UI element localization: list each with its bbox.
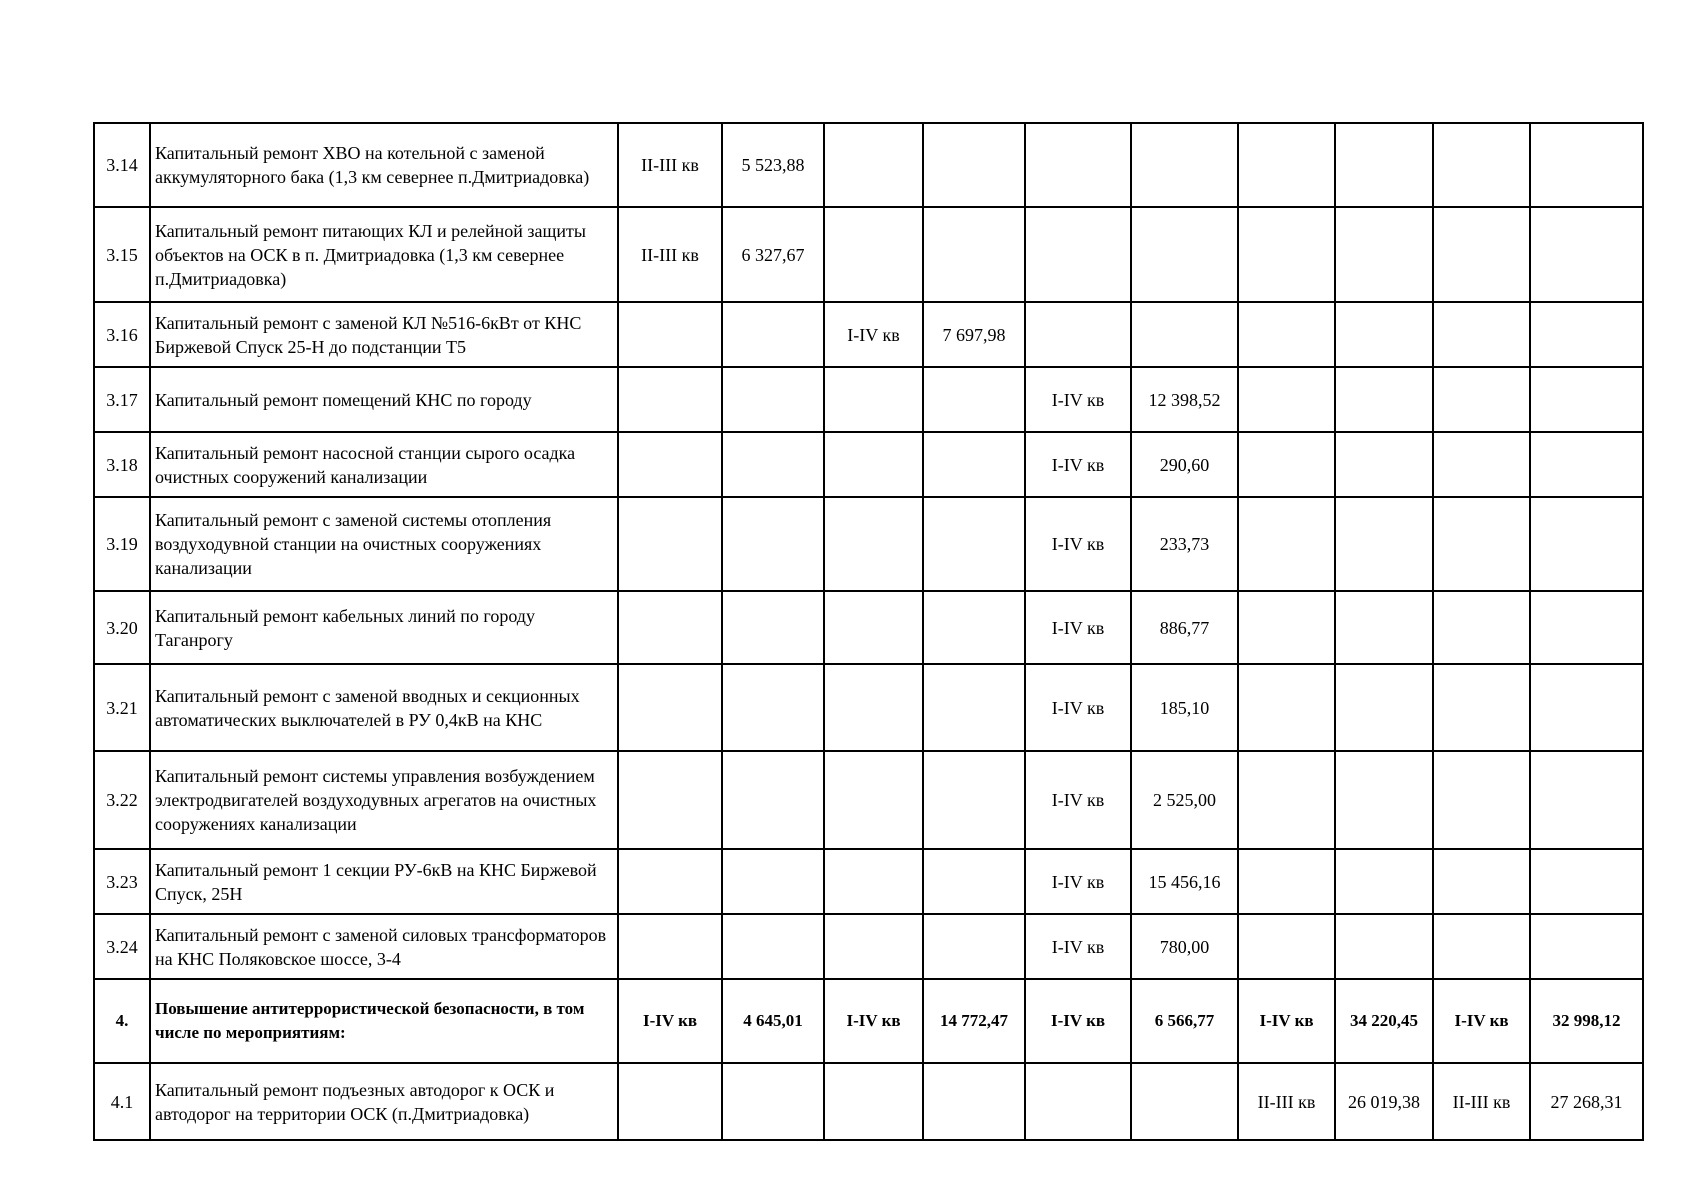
amount-cell: 6 566,77 <box>1131 979 1238 1063</box>
period-cell <box>1238 432 1335 497</box>
row-number: 3.20 <box>94 591 150 664</box>
amount-cell: 185,10 <box>1131 664 1238 751</box>
row-number: 4. <box>94 979 150 1063</box>
amount-cell <box>1530 123 1643 207</box>
period-cell <box>618 849 722 914</box>
amount-cell <box>923 432 1025 497</box>
row-number: 3.14 <box>94 123 150 207</box>
work-name: Капитальный ремонт ХВО на котельной с заменой аккумуляторного бака (1,3 км севернее п.Дмитриадовка) <box>150 123 618 207</box>
period-cell <box>1433 432 1530 497</box>
amount-cell <box>923 664 1025 751</box>
row-number: 3.24 <box>94 914 150 979</box>
amount-cell: 34 220,45 <box>1335 979 1433 1063</box>
row-number: 3.17 <box>94 367 150 432</box>
period-cell: I-IV кв <box>1433 979 1530 1063</box>
period-cell: I-IV кв <box>1025 367 1131 432</box>
period-cell: I-IV кв <box>618 979 722 1063</box>
period-cell <box>618 367 722 432</box>
period-cell: II-III кв <box>1238 1063 1335 1140</box>
amount-cell: 780,00 <box>1131 914 1238 979</box>
row-number: 3.21 <box>94 664 150 751</box>
row-number: 3.23 <box>94 849 150 914</box>
amount-cell <box>1335 432 1433 497</box>
amount-cell <box>1335 497 1433 591</box>
amount-cell <box>722 849 824 914</box>
period-cell <box>1433 591 1530 664</box>
amount-cell: 886,77 <box>1131 591 1238 664</box>
amount-cell <box>722 367 824 432</box>
period-cell <box>1238 914 1335 979</box>
amount-cell <box>1131 1063 1238 1140</box>
period-cell <box>618 591 722 664</box>
work-name: Капитальный ремонт 1 секции РУ-6кВ на КНС Биржевой Спуск, 25Н <box>150 849 618 914</box>
table-row <box>94 367 1643 432</box>
amount-cell <box>722 591 824 664</box>
period-cell <box>1238 207 1335 302</box>
amount-cell <box>722 914 824 979</box>
period-cell <box>1433 849 1530 914</box>
table-row <box>94 914 1643 979</box>
amount-cell <box>1335 123 1433 207</box>
amount-cell <box>722 751 824 849</box>
work-name: Капитальный ремонт с заменой КЛ №516-6кВт от КНС Биржевой Спуск 25-Н до подстанции Т5 <box>150 302 618 367</box>
amount-cell: 6 327,67 <box>722 207 824 302</box>
table-row <box>94 207 1643 302</box>
period-cell <box>1433 207 1530 302</box>
work-name: Капитальный ремонт с заменой системы отопления воздуходувной станции на очистных сооружениях канализации <box>150 497 618 591</box>
period-cell <box>824 914 923 979</box>
amount-cell: 4 645,01 <box>722 979 824 1063</box>
period-cell: I-IV кв <box>824 979 923 1063</box>
table-row <box>94 664 1643 751</box>
row-number: 3.15 <box>94 207 150 302</box>
period-cell: I-IV кв <box>1238 979 1335 1063</box>
amount-cell <box>1530 432 1643 497</box>
period-cell: I-IV кв <box>1025 664 1131 751</box>
period-cell <box>1238 367 1335 432</box>
period-cell <box>1238 123 1335 207</box>
period-cell <box>618 497 722 591</box>
period-cell <box>824 367 923 432</box>
amount-cell <box>1530 591 1643 664</box>
row-number: 3.22 <box>94 751 150 849</box>
period-cell <box>824 207 923 302</box>
amount-cell <box>722 1063 824 1140</box>
period-cell <box>824 497 923 591</box>
period-cell: II-III кв <box>618 207 722 302</box>
period-cell: I-IV кв <box>1025 591 1131 664</box>
amount-cell <box>1530 207 1643 302</box>
table-row <box>94 751 1643 849</box>
period-cell <box>1025 1063 1131 1140</box>
period-cell <box>1433 123 1530 207</box>
row-number: 3.19 <box>94 497 150 591</box>
table-row <box>94 123 1643 207</box>
row-number: 4.1 <box>94 1063 150 1140</box>
amount-cell <box>722 497 824 591</box>
period-cell: II-III кв <box>618 123 722 207</box>
amount-cell <box>1530 849 1643 914</box>
table-row <box>94 432 1643 497</box>
amount-cell <box>1335 207 1433 302</box>
period-cell <box>618 432 722 497</box>
amount-cell <box>1530 664 1643 751</box>
amount-cell <box>1530 751 1643 849</box>
amount-cell: 14 772,47 <box>923 979 1025 1063</box>
table-row <box>94 591 1643 664</box>
period-cell <box>824 432 923 497</box>
work-name: Капитальный ремонт кабельных линий по городу Таганрогу <box>150 591 618 664</box>
amount-cell: 12 398,52 <box>1131 367 1238 432</box>
period-cell <box>618 664 722 751</box>
amount-cell <box>1131 207 1238 302</box>
amount-cell <box>923 497 1025 591</box>
amount-cell <box>1530 302 1643 367</box>
amount-cell <box>1530 914 1643 979</box>
amount-cell <box>923 1063 1025 1140</box>
amount-cell <box>1335 751 1433 849</box>
work-name: Капитальный ремонт системы управления возбуждением электродвигателей воздуходувных агрегатов на очистных сооружениях канализации <box>150 751 618 849</box>
amount-cell <box>923 367 1025 432</box>
period-cell <box>1433 664 1530 751</box>
amount-cell <box>1335 914 1433 979</box>
period-cell: I-IV кв <box>1025 914 1131 979</box>
amount-cell <box>1335 849 1433 914</box>
period-cell: I-IV кв <box>1025 979 1131 1063</box>
period-cell <box>1433 497 1530 591</box>
amount-cell <box>923 123 1025 207</box>
table-row <box>94 1063 1643 1140</box>
row-number: 3.18 <box>94 432 150 497</box>
amount-cell: 290,60 <box>1131 432 1238 497</box>
work-name: Капитальный ремонт помещений КНС по городу <box>150 367 618 432</box>
period-cell <box>1433 751 1530 849</box>
period-cell <box>1025 207 1131 302</box>
amount-cell: 15 456,16 <box>1131 849 1238 914</box>
amount-cell <box>923 849 1025 914</box>
amount-cell <box>1335 302 1433 367</box>
row-number: 3.16 <box>94 302 150 367</box>
amount-cell <box>1335 367 1433 432</box>
period-cell <box>618 914 722 979</box>
period-cell <box>824 591 923 664</box>
period-cell <box>1238 664 1335 751</box>
amount-cell: 26 019,38 <box>1335 1063 1433 1140</box>
amount-cell: 32 998,12 <box>1530 979 1643 1063</box>
work-name: Капитальный ремонт с заменой силовых трансформаторов на КНС Поляковское шоссе, 3-4 <box>150 914 618 979</box>
period-cell: I-IV кв <box>1025 849 1131 914</box>
amount-cell: 5 523,88 <box>722 123 824 207</box>
period-cell: II-III кв <box>1433 1063 1530 1140</box>
period-cell <box>1238 591 1335 664</box>
period-cell: I-IV кв <box>1025 751 1131 849</box>
amount-cell <box>923 751 1025 849</box>
period-cell <box>824 751 923 849</box>
period-cell: I-IV кв <box>1025 432 1131 497</box>
amount-cell <box>1530 497 1643 591</box>
amount-cell <box>923 914 1025 979</box>
amount-cell <box>722 302 824 367</box>
period-cell <box>1238 751 1335 849</box>
amount-cell: 233,73 <box>1131 497 1238 591</box>
work-name: Капитальный ремонт питающих КЛ и релейной защиты объектов на ОСК в п. Дмитриадовка (1,3 км севернее п.Дмитриадовка) <box>150 207 618 302</box>
period-cell <box>1025 302 1131 367</box>
amount-cell <box>722 664 824 751</box>
period-cell <box>1433 914 1530 979</box>
amount-cell <box>923 591 1025 664</box>
amount-cell <box>1335 664 1433 751</box>
work-name: Капитальный ремонт насосной станции сырого осадка очистных сооружений канализации <box>150 432 618 497</box>
period-cell <box>618 302 722 367</box>
section-row <box>94 979 1643 1063</box>
amount-cell <box>1530 367 1643 432</box>
amount-cell: 27 268,31 <box>1530 1063 1643 1140</box>
period-cell <box>824 849 923 914</box>
table-row <box>94 849 1643 914</box>
period-cell <box>1025 123 1131 207</box>
period-cell <box>1433 367 1530 432</box>
period-cell <box>1238 302 1335 367</box>
period-cell <box>1433 302 1530 367</box>
amount-cell: 7 697,98 <box>923 302 1025 367</box>
period-cell <box>1238 497 1335 591</box>
period-cell <box>1238 849 1335 914</box>
repair-plan-table <box>93 122 1644 1141</box>
amount-cell <box>722 432 824 497</box>
table-row <box>94 302 1643 367</box>
period-cell <box>824 664 923 751</box>
period-cell <box>824 1063 923 1140</box>
period-cell: I-IV кв <box>824 302 923 367</box>
amount-cell: 2 525,00 <box>1131 751 1238 849</box>
amount-cell <box>1131 123 1238 207</box>
amount-cell <box>923 207 1025 302</box>
amount-cell <box>1131 302 1238 367</box>
period-cell: I-IV кв <box>1025 497 1131 591</box>
period-cell <box>618 1063 722 1140</box>
work-name: Капитальный ремонт подъезных автодорог к ОСК и автодорог на территории ОСК (п.Дмитриадовка) <box>150 1063 618 1140</box>
period-cell <box>824 123 923 207</box>
work-name: Капитальный ремонт с заменой вводных и секционных автоматических выключателей в РУ 0,4кВ на КНС <box>150 664 618 751</box>
table-row <box>94 497 1643 591</box>
period-cell <box>618 751 722 849</box>
amount-cell <box>1335 591 1433 664</box>
work-name: Повышение антитеррористической безопасности, в том числе по мероприятиям: <box>150 979 618 1063</box>
